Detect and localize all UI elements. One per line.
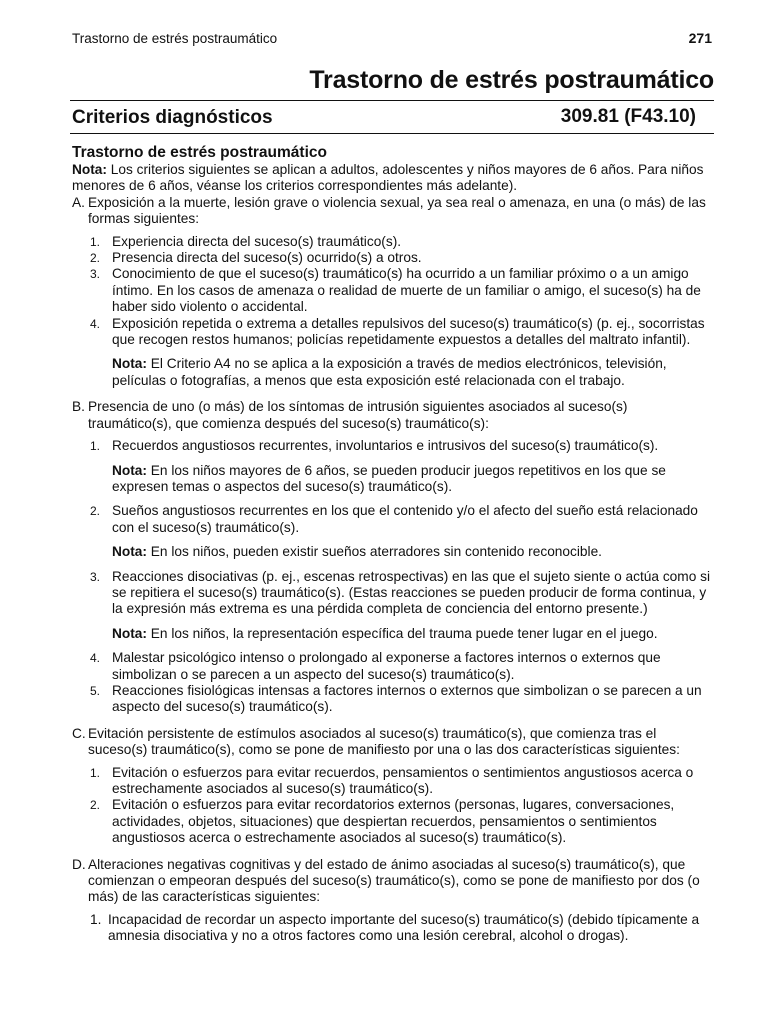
criteria-content: [72, 144, 712, 945]
item-text: Exposición repetida o extrema a detalles repulsivos del suceso(s) traumático(s) (p. ej., socorristas que recogen restos humanos; policías repetidamente expuestos a detalles del maltrato infantil).: [112, 315, 705, 348]
item-text: Malestar psicológico intenso o prolongado al exponerse a factores internos o externos que simbolizan o se parecen a un aspecto del suceso(s) traumático(s).: [112, 650, 661, 682]
running-head: Trastorno de estrés postraumático: [72, 31, 278, 46]
note-text: El Criterio A4 no se aplica a la exposición a través de medios electrónicos, televisión, películas o fotografías, a menos que esta exposición esté relacionada con el trabajo.: [112, 356, 667, 388]
list-item: [72, 765, 712, 798]
criterion-marker: C.: [72, 725, 86, 741]
note-label: Nota:: [72, 162, 107, 177]
item-number: 1.: [90, 765, 101, 780]
list-item: [72, 316, 712, 349]
list-item: [72, 912, 712, 945]
page-number: 271: [688, 30, 712, 46]
criterion-text: Presencia de uno (o más) de los síntomas de intrusión siguientes asociados al suceso(s) traumático(s), que comienza después del suceso(s) traumático(s):: [88, 399, 628, 431]
criterion-text: Alteraciones negativas cognitivas y del estado de ánimo asociadas al suceso(s) traumático(s), que comienzan o empeoran después del suceso(s) traumático(s), como se pone de manifiesto por dos (o más) de las características siguientes:: [88, 856, 700, 905]
list-item: [72, 438, 712, 454]
rule-bottom: [70, 133, 714, 134]
criterion-marker: D.: [72, 856, 86, 872]
criterion-text: Exposición a la muerte, lesión grave o violencia sexual, ya sea real o amenaza, en una (o más) de las formas siguientes:: [88, 194, 706, 227]
note-label: Nota:: [112, 544, 147, 560]
note-label: Nota:: [112, 356, 147, 372]
list-item: [72, 234, 712, 250]
item-text: Evitación o esfuerzos para evitar recordatorios externos (personas, lugares, conversaciones, actividades, objetos, situaciones) que despiertan recuerdos, pensamientos o sentimientos angustiosos acerca o estrechamente asociados al suceso(s) traumático(s).: [112, 797, 675, 846]
item-number: 3.: [90, 267, 101, 282]
item-number: 1.: [90, 439, 101, 454]
criterion-b: [72, 399, 712, 432]
criterion-a-note: [72, 356, 712, 389]
page-title: Trastorno de estrés postraumático: [309, 66, 714, 94]
item-note: [72, 544, 712, 560]
criterion-marker: A.: [72, 194, 85, 210]
item-text: Sueños angustiosos recurrentes en los que el contenido y/o el afecto del sueño está relacionado con el suceso(s) traumático(s).: [112, 503, 698, 535]
item-text: Incapacidad de recordar un aspecto importante del suceso(s) traumático(s) (debido típicamente a amnesia disociativa y no a otros factores como una lesión cerebral, alcohol o drogas).: [108, 911, 700, 944]
list-item: [72, 569, 712, 618]
item-number: 2.: [90, 798, 101, 813]
list-item: [72, 650, 712, 683]
note-label: Nota:: [112, 462, 147, 478]
disorder-subtitle: Trastorno de estrés postraumático: [72, 144, 327, 161]
criterion-text: Evitación persistente de estímulos asociados al suceso(s) traumático(s), que comienza tras el suceso(s) traumático(s), como se pone de manifiesto por una o las dos características siguientes:: [88, 725, 680, 758]
criteria-heading: Criterios diagnósticos: [72, 107, 273, 128]
item-number: 3.: [90, 569, 101, 584]
item-text: Recuerdos angustiosos recurrentes, involuntarios e intrusivos del suceso(s) traumático(s).: [112, 438, 659, 454]
item-number: 2.: [90, 504, 101, 519]
note-text: En los niños mayores de 6 años, se pueden producir juegos repetitivos en los que se expresen temas o aspectos del suceso(s) traumático(s).: [112, 462, 666, 494]
intro-note: [72, 162, 712, 195]
list-item: [72, 266, 712, 315]
criterion-marker: B.: [72, 399, 85, 415]
criterion-c-list: [72, 765, 712, 847]
criterion-c: [72, 726, 712, 759]
item-text: Presencia directa del suceso(s) ocurrido(s) a otros.: [112, 250, 422, 266]
item-number: 4.: [90, 651, 101, 666]
item-number: 4.: [90, 316, 101, 331]
item-number: 1.: [90, 911, 102, 927]
item-text: Evitación o esfuerzos para evitar recuerdos, pensamientos o sentimientos angustiosos acerca o estrechamente asociados al suceso(s) traumático(s).: [112, 764, 694, 796]
list-item: [72, 503, 712, 536]
item-number: 2.: [90, 251, 101, 266]
list-item: [72, 683, 712, 716]
note-text: Los criterios siguientes se aplican a adultos, adolescentes y niños mayores de 6 años. Para niños menores de 6 años, véanse los criterios correspondientes más adelante).: [72, 162, 704, 194]
criterion-b-list: [72, 438, 712, 716]
item-number: 5.: [90, 683, 101, 698]
criterion-a-list: [72, 234, 712, 349]
item-text: Experiencia directa del suceso(s) traumático(s).: [112, 233, 402, 249]
rule-top: [70, 100, 714, 101]
note-label: Nota:: [112, 625, 147, 641]
item-note: [72, 626, 712, 642]
note-text: En los niños, pueden existir sueños aterradores sin contenido reconocible.: [146, 544, 602, 560]
criterion-a: [72, 195, 712, 228]
item-text: Reacciones fisiológicas intensas a factores internos o externos que simbolizan o se parecen a un aspecto del suceso(s) traumático(s).: [112, 682, 702, 715]
item-number: 1.: [90, 234, 101, 249]
item-note: [72, 463, 712, 496]
criterion-d: [72, 857, 712, 906]
list-item: [72, 250, 712, 266]
item-text: Reacciones disociativas (p. ej., escenas retrospectivas) en las que el sujeto siente o actúa como si se repitiera el suceso(s) traumático(s). (Estas reacciones se pueden producir de forma continua, y la expresión más extrema es una pérdida completa de conciencia del entorno presente.): [112, 568, 710, 617]
diagnostic-code: 309.81 (F43.10): [560, 106, 696, 127]
note-text: En los niños, la representación específica del trauma puede tener lugar en el juego.: [146, 625, 658, 641]
list-item: [72, 797, 712, 846]
item-text: Conocimiento de que el suceso(s) traumático(s) ha ocurrido a un familiar próximo o a un amigo íntimo. En los casos de amenaza o realidad de muerte de un familiar o amigo, el suceso(s) ha de haber sido violento o accidental.: [112, 266, 701, 315]
